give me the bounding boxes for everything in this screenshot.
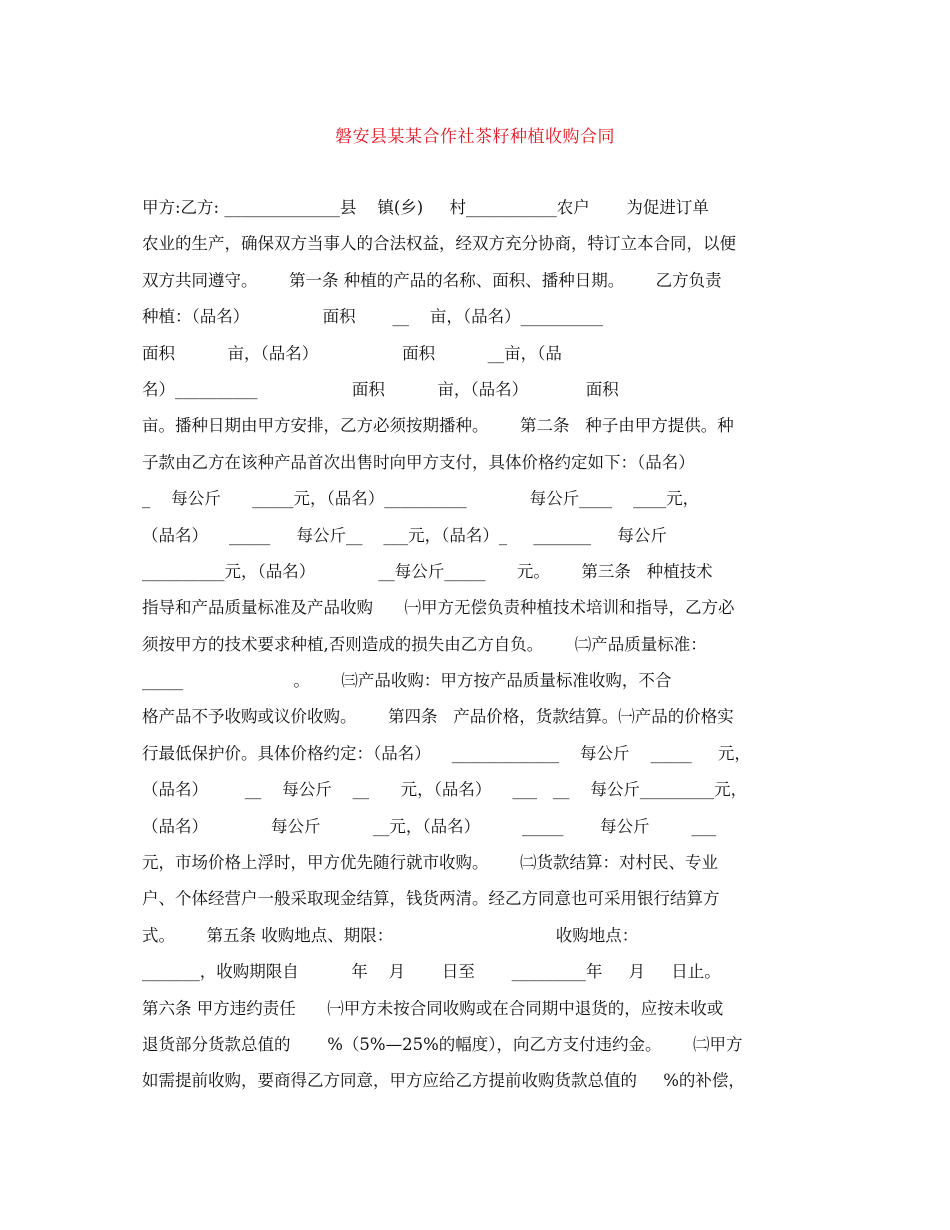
body-line: 指导和产品质量标准及产品收购 ㈠甲方无偿负责种植技术培训和指导，乙方必	[142, 598, 735, 618]
document-title: 磐安县某某合作社茶籽种植收购合同	[335, 127, 615, 147]
body-line: （品名） _____ 每公斤__ ___元，（品名）_ _______ 每公斤	[142, 525, 667, 545]
body-line: 格产品不予收购或议价收购。 第四条 产品价格，货款结算。㈠产品的价格实	[142, 707, 734, 727]
body-line: __________元，（品名） __每公斤_____ 元。 第三条 种植技术	[142, 561, 713, 581]
body-line: 子款由乙方在该种产品首次出售时向甲方支付，具体价格约定如下：（品名）	[142, 452, 695, 472]
body-line: （品名） __ 每公斤 __ 元，（品名） ___ __ 每公斤_________元，	[142, 780, 748, 800]
body-line: （品名） 每公斤 __元，（品名） _____ 每公斤 ___	[142, 816, 717, 836]
body-line: 行最低保护价。具体价格约定：（品名） _____________ 每公斤 _____ 元，	[142, 743, 751, 763]
body-line: 如需提前收购，要商得乙方同意，甲方应给乙方提前收购货款总值的 %的补偿，	[142, 1071, 745, 1091]
body-line: 农业的生产，确保双方当事人的合法权益，经双方充分协商，特订立本合同，以便	[142, 234, 736, 254]
body-line: _______，收购期限自 年 月 日至 _________年 月 日止。	[142, 962, 721, 982]
body-line: _ 每公斤 _____元，（品名）__________ 每公斤____ ____元，	[142, 489, 700, 509]
body-line: 退货部分货款总值的 %（5%—25%的幅度），向乙方支付违约金。 ㈡甲方	[142, 1034, 743, 1054]
body-line: 双方共同遵守。 第一条 种植的产品的名称、面积、播种日期。 乙方负责	[142, 270, 722, 290]
body-line: 面积 亩，（品名） 面积 __亩，（品	[142, 343, 562, 363]
body-line: 须按甲方的技术要求种植,否则造成的损失由乙方自负。 ㈡产品质量标准：	[142, 634, 707, 654]
body-line: 甲方:乙方: ______________县 镇(乡) 村___________农户 为促进订单	[142, 198, 709, 217]
body-line: 户、个体经营户一般采取现金结算，钱货两清。经乙方同意也可采用银行结算方	[142, 889, 720, 909]
body-line: _____ 。 ㈢产品收购：甲方按产品质量标准收购，不合	[142, 671, 672, 691]
body-line: 式。 第五条 收购地点、期限： 收购地点：	[142, 925, 639, 945]
body-line: 第六条 甲方违约责任 ㈠甲方未按合同收购或在合同期中退货的，应按未收或	[142, 998, 724, 1018]
body-line: 名）__________ 面积 亩，（品名） 面积	[142, 379, 619, 399]
body-line: 元，市场价格上浮时，甲方优先随行就市收购。 ㈡货款结算：对村民、专业	[142, 853, 718, 873]
body-line: 亩。播种日期由甲方安排，乙方必须按期播种。 第二条 种子由甲方提供。种	[142, 416, 734, 436]
body-line: 种植：（品名） 面积 __ 亩，（品名）__________	[142, 307, 604, 327]
contract-body	[142, 196, 802, 1106]
